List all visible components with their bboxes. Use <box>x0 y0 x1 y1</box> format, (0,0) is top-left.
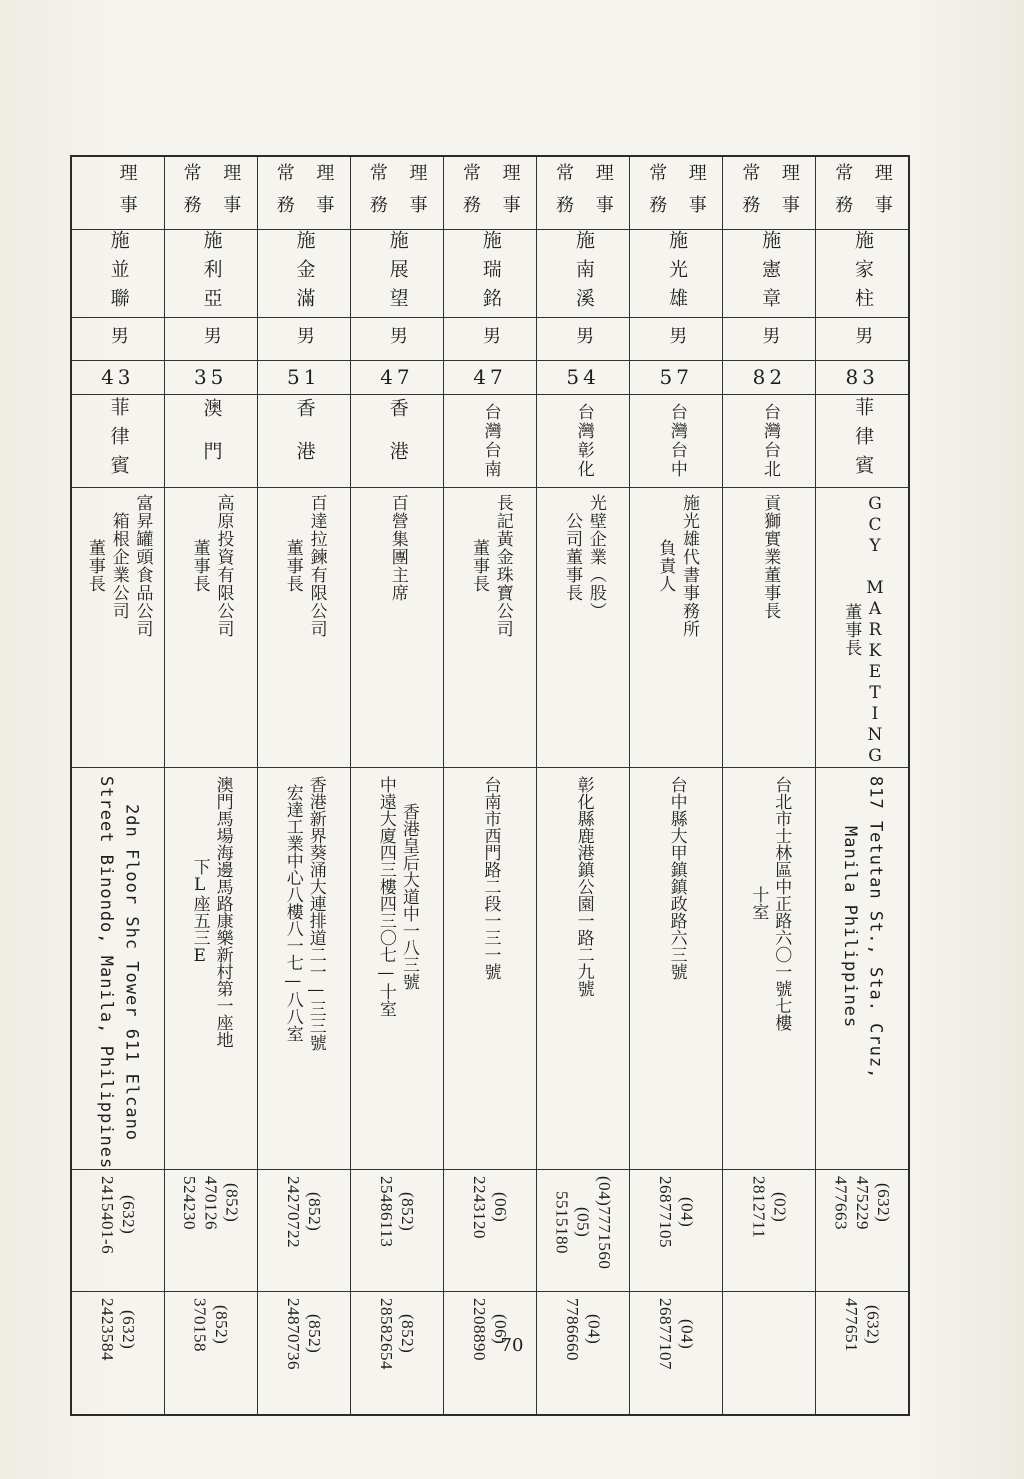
cell-age <box>443 360 536 394</box>
cell-role <box>350 156 443 229</box>
cell-tel <box>723 1169 816 1291</box>
role-part: 常務 <box>739 163 761 227</box>
member-name: 施光雄 <box>665 229 688 317</box>
cell-origin <box>537 394 630 487</box>
cell-address <box>723 767 816 1169</box>
member-name: 施家柱 <box>851 229 874 317</box>
address-text: 香港新界葵涌大連排道二一—三三號 宏達工業中心八樓八一七—八八室 <box>282 775 326 1051</box>
age-value: 47 <box>380 365 414 389</box>
role-part: 理事 <box>116 163 138 227</box>
organization-title: 長記黃金珠寶公司 董事長 <box>468 493 513 638</box>
cell-gender <box>71 317 164 360</box>
role-title <box>723 157 815 229</box>
role-part: 理事 <box>220 163 242 227</box>
address-text: 台北市士林區中正路六〇一號七樓 十室 <box>748 775 792 1031</box>
cell-role <box>164 156 257 229</box>
cell-name <box>537 229 630 317</box>
cell-tel <box>164 1169 257 1291</box>
telephone-number: (04) 26877105 <box>656 1175 697 1248</box>
cell-address <box>350 767 443 1169</box>
gender-value: 男 <box>759 325 781 352</box>
organization-title: 光壁企業（股） 公司董事長 <box>562 493 606 620</box>
age-value: 82 <box>752 365 787 389</box>
gender-value: 男 <box>107 325 129 352</box>
age-value: 54 <box>566 365 600 389</box>
telephone-number: (06) 2243120 <box>469 1175 511 1239</box>
cell-age <box>164 360 257 394</box>
cell-origin <box>723 394 816 487</box>
member-name: 施展望 <box>386 229 409 317</box>
fax-number: (04) 7786660 <box>563 1297 604 1361</box>
member-roster-table <box>70 155 910 1416</box>
age-value: 43 <box>101 365 135 389</box>
role-part: 常務 <box>459 163 481 227</box>
age-value: 57 <box>659 365 693 389</box>
cell-age <box>257 360 350 394</box>
gender-value: 男 <box>386 325 408 352</box>
cell-organization <box>71 487 164 767</box>
organization-title: 富昇罐頭食品公司 箱根企業公司 董事長 <box>84 493 153 638</box>
fax-number: (852) 24870736 <box>283 1297 325 1370</box>
cell-name <box>723 229 816 317</box>
cell-address <box>71 767 164 1169</box>
gender-value: 男 <box>573 325 595 352</box>
organization-title: GCY MARKETING 董事長 <box>841 493 885 767</box>
row-age <box>71 360 909 394</box>
origin-place: 澳門 <box>200 397 223 484</box>
cell-gender <box>723 317 816 360</box>
cell-gender <box>350 317 443 360</box>
cell-role <box>257 156 350 229</box>
cell-organization <box>350 487 443 767</box>
cell-age <box>71 360 164 394</box>
cell-name <box>257 229 350 317</box>
cell-tel <box>537 1169 630 1291</box>
telephone-number: (852) 25486113 <box>376 1175 418 1248</box>
age-value: 83 <box>845 365 879 389</box>
cell-organization <box>537 487 630 767</box>
organization-title: 百營集團主席 <box>387 493 408 602</box>
telephone-number: (852) 470126 524230 <box>180 1175 242 1230</box>
gender-value: 男 <box>293 325 315 352</box>
age-value: 47 <box>473 365 507 389</box>
cell-origin <box>816 394 909 487</box>
cell-age <box>723 360 816 394</box>
organization-title: 高原投資有限公司 董事長 <box>189 493 234 638</box>
cell-organization <box>443 487 536 767</box>
cell-age <box>537 360 630 394</box>
cell-name <box>816 229 909 317</box>
cell-gender <box>257 317 350 360</box>
member-name: 施瑞銘 <box>479 229 502 317</box>
cell-name <box>164 229 257 317</box>
cell-origin <box>350 394 443 487</box>
age-value: 35 <box>193 365 228 389</box>
cell-age <box>350 360 443 394</box>
member-name: 施利亞 <box>200 229 223 317</box>
cell-gender <box>630 317 723 360</box>
cell-organization <box>164 487 257 767</box>
cell-tel <box>350 1169 443 1291</box>
role-title <box>630 157 722 229</box>
cell-role <box>630 156 723 229</box>
cell-role <box>723 156 816 229</box>
telephone-number: (632) 2415401-6 <box>97 1175 139 1254</box>
organization-title: 施光雄代書事務所 負責人 <box>655 493 699 638</box>
role-part: 理事 <box>871 163 893 227</box>
member-name: 施憲章 <box>759 229 782 317</box>
cell-address <box>630 767 723 1169</box>
fax-number: (632) 477651 <box>842 1297 883 1352</box>
gender-value: 男 <box>200 325 222 352</box>
cell-address <box>443 767 536 1169</box>
cell-origin <box>257 394 350 487</box>
cell-role <box>443 156 536 229</box>
cell-tel <box>71 1169 164 1291</box>
role-title <box>816 157 908 229</box>
member-name: 施並聯 <box>107 229 130 317</box>
cell-organization <box>630 487 723 767</box>
cell-origin <box>443 394 536 487</box>
role-part: 理事 <box>778 163 800 227</box>
cell-tel <box>630 1169 723 1291</box>
address-text: 817 Tetutan St., Sta. Cruz, Manila Philippines <box>840 775 886 1079</box>
role-part: 理事 <box>499 163 521 227</box>
origin-place: 菲律賓 <box>852 397 875 484</box>
role-part: 常務 <box>366 163 388 227</box>
role-part: 理事 <box>406 163 428 227</box>
row-organization <box>71 487 909 767</box>
role-title <box>258 157 350 229</box>
gender-value: 男 <box>480 325 502 352</box>
cell-gender <box>537 317 630 360</box>
fax-number: (06) 2208890 <box>469 1297 511 1361</box>
cell-age <box>816 360 909 394</box>
cell-name <box>630 229 723 317</box>
cell-address <box>164 767 257 1169</box>
fax-number: (632) 2423584 <box>97 1297 139 1361</box>
row-tel <box>71 1169 909 1291</box>
cell-organization <box>257 487 350 767</box>
fax-number: (852) 370158 <box>190 1297 231 1352</box>
organization-title: 百達拉鍊有限公司 董事長 <box>282 493 327 638</box>
origin-place: 台灣台北 <box>759 402 780 479</box>
gender-value: 男 <box>666 325 688 352</box>
telephone-number: (852) 24270722 <box>283 1175 325 1248</box>
address-text: 台南市西門路二段一三一號 <box>480 775 501 980</box>
cell-organization <box>816 487 909 767</box>
row-name <box>71 229 909 317</box>
cell-name <box>443 229 536 317</box>
cell-address <box>537 767 630 1169</box>
address-text: 澳門馬場海邊馬路康樂新村第一座地 下L座五三E <box>189 775 233 1048</box>
cell-role <box>71 156 164 229</box>
gender-value: 男 <box>852 325 874 352</box>
cell-role <box>816 156 909 229</box>
origin-place: 菲律賓 <box>107 397 130 484</box>
role-part: 常務 <box>553 163 575 227</box>
age-value: 51 <box>287 365 321 389</box>
cell-tel <box>257 1169 350 1291</box>
cell-origin <box>71 394 164 487</box>
cell-gender <box>443 317 536 360</box>
telephone-number: (02) 2812711 <box>749 1175 790 1239</box>
page-number: 70 <box>500 1335 524 1356</box>
address-text: 台中縣大甲鎮鎮政路六三號 <box>666 775 687 980</box>
cell-organization <box>723 487 816 767</box>
row-role <box>71 156 909 229</box>
role-part: 理事 <box>592 163 614 227</box>
cell-origin <box>630 394 723 487</box>
address-text: 2dn Floor Shc Tower 611 Elcano Street Binondo, Manila, Philippines <box>95 775 142 1169</box>
row-gender <box>71 317 909 360</box>
cell-name <box>350 229 443 317</box>
origin-place: 香港 <box>293 397 316 484</box>
origin-place: 台灣彰化 <box>573 402 594 479</box>
role-part: 理事 <box>313 163 335 227</box>
cell-origin <box>164 394 257 487</box>
fax-number: (852) 28582654 <box>376 1297 418 1370</box>
cell-name <box>71 229 164 317</box>
cell-tel <box>816 1169 909 1291</box>
cell-address <box>257 767 350 1169</box>
role-title <box>351 157 443 229</box>
row-origin <box>71 394 909 487</box>
role-part: 常務 <box>180 163 202 227</box>
address-text: 彰化縣鹿港鎮公園一路二九號 <box>573 775 594 997</box>
cell-address <box>816 767 909 1169</box>
cell-age <box>630 360 723 394</box>
role-part: 常務 <box>646 163 668 227</box>
address-text: 香港皇后大道中一八三號 中遠大廈四三樓四三〇七—十室 <box>375 775 419 1017</box>
role-title <box>165 157 257 229</box>
origin-place: 台灣台中 <box>666 402 687 479</box>
cell-gender <box>164 317 257 360</box>
origin-place: 台灣台南 <box>480 402 501 479</box>
role-title <box>444 157 536 229</box>
role-title <box>72 157 164 229</box>
telephone-number: (632) 475229 477663 <box>831 1175 894 1230</box>
role-part: 常務 <box>273 163 295 227</box>
telephone-number: (04)7771560 (05) 5515180 <box>552 1175 614 1270</box>
member-name: 施南溪 <box>572 229 595 317</box>
cell-tel <box>443 1169 536 1291</box>
row-address <box>71 767 909 1169</box>
role-title <box>537 157 629 229</box>
role-part: 理事 <box>685 163 707 227</box>
organization-title: 貢獅實業董事長 <box>760 493 781 620</box>
fax-number: (04) 26877107 <box>656 1297 697 1370</box>
cell-gender <box>816 317 909 360</box>
role-part: 常務 <box>832 163 854 227</box>
origin-place: 香港 <box>386 397 409 484</box>
cell-role <box>537 156 630 229</box>
member-name: 施金滿 <box>293 229 316 317</box>
